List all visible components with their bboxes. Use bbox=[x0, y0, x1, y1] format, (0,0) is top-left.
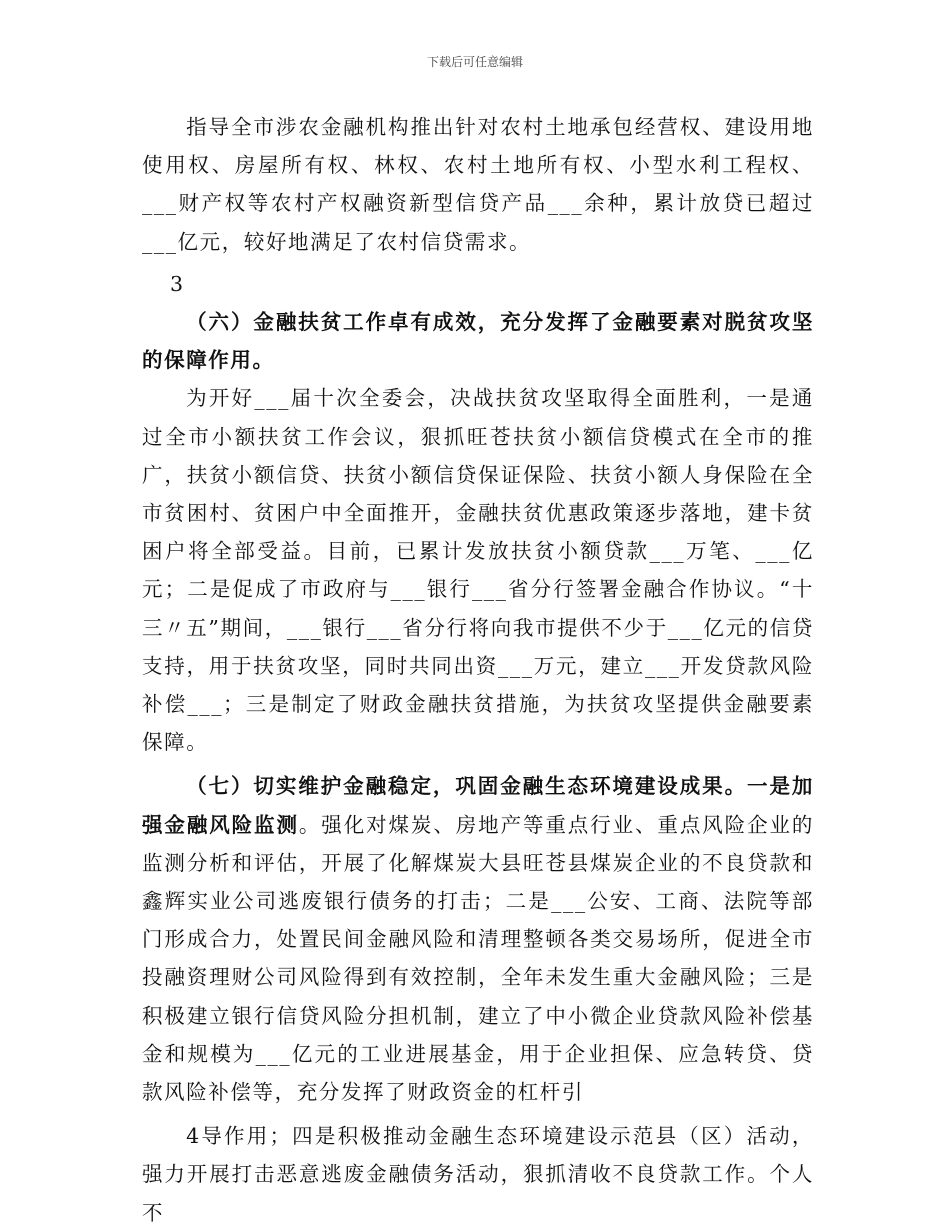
section-heading-six: （六）金融扶贫工作卓有成效，充分发挥了金融要素对脱贫攻坚的保障作用。 bbox=[142, 310, 814, 373]
paragraph-page-4-start: 4导作用；四是积极推动金融生态环境建设示范县（区）活动，强力开展打击恶意逃废金融债务活动，狠抓清收不良贷款工作。个人不 bbox=[142, 1124, 814, 1225]
document-body bbox=[142, 108, 814, 1232]
paragraph-poverty-alleviation: 为开好___届十次全委会，决战扶贫攻坚取得全面胜利，一是通过全市小额扶贫工作会议，狠抓旺苍扶贫小额信贷模式在全市的推广，扶贫小额信贷、扶贫小额信贷保证保险、扶贫小额人身保险在全市贫困村、贫困户中全面推开，金融扶贫优惠政策逐步落地，建卡贫困户将全部受益。目前，已累计发放扶贫小额贷款___万笔、___亿元；二是促成了市政府与___银行___省分行签署金融合作协议。“十三〃五”期间，___银行___省分行将向我市提供不少于___亿元的信贷支持，用于扶贫攻坚，同时共同出资___万元，建立___开发贷款风险补偿___；三是制定了财政金融扶贫措施，为扶贫攻坚提供金融要素保障。 bbox=[142, 386, 814, 755]
page-number-3: 3 bbox=[170, 271, 185, 296]
page-header: 下载后可任意编辑 bbox=[426, 55, 523, 69]
paragraph-rural-credit: 指导全市涉农金融机构推出针对农村土地承包经营权、建设用地使用权、房屋所有权、林权、农村土地所有权、小型水利工程权、___财产权等农村产权融资新型信贷产品___余种，累计放贷已超过___亿元，较好地满足了农村信贷需求。 bbox=[142, 115, 814, 254]
section-heading-seven: （七）切实维护金融稳定，巩固金融生态环境建设成果。一是加强金融风险监测 bbox=[142, 774, 814, 837]
paragraph-stability-body: 。强化对煤炭、房地产等重点行业、重点风险企业的监测分析和评估，开展了化解煤炭大县旺苍县煤炭企业的不良贷款和鑫辉实业公司逃废银行债务的打击；二是___公安、工商、法院等部门形成合力，处置民间金融风险和清理整顿各类交易场所，促进全市投融资理财公司风险得到有效控制，全年未发生重大金融风险；三是积极建立银行信贷风险分担机制，建立了中小微企业贷款风险补偿基金和规模为___亿元的工业进展基金，用于企业担保、应急转贷、贷款风险补偿等，充分发挥了财政资金的杠杆引 bbox=[142, 812, 814, 1105]
paragraph-financial-stability bbox=[142, 767, 814, 1111]
